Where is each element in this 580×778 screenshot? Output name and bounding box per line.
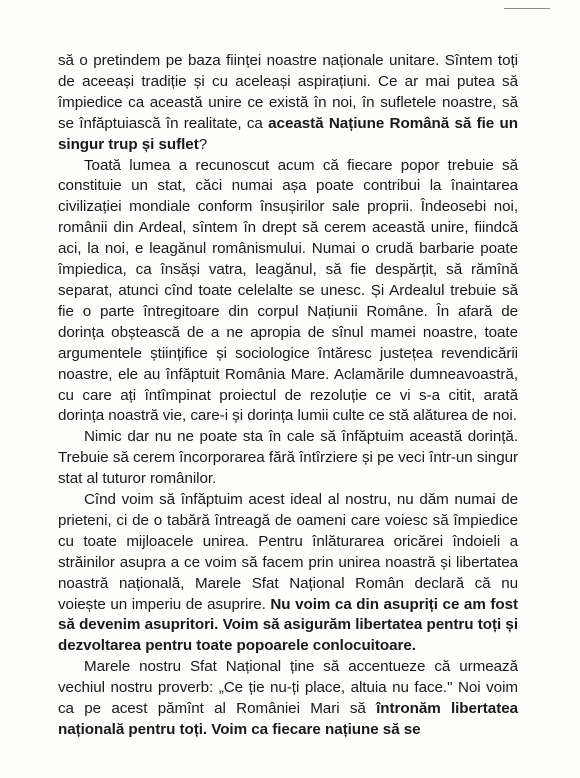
paragraph [58,156,518,428]
paragraph-text: să o pretindem pe baza ființei noastre naționale unitare. Sîntem toți de aceeași tradiție și cu aceleași aspirațiuni. Ce ar mai putea să împiedice ca această unire ce există în noi, în sufletele noastre, să se înfăptuiască în realitate, ca [58,52,518,132]
corner-rule [504,8,550,9]
paragraph-text: Toată lumea a recunoscut acum că fiecare popor trebuie să constituie un stat, căci numai așa poate contribui la înaintarea civilizației mondiale conform însușirilor sale proprii. Îndeosebi noi, românii din Ardeal, sîntem în drept să cerem această unire, fiindcă aci, la noi, e leagănul românismului. Numai o crudă barbarie poate împiedica, ca însăși vatra, leagănul, să fie despărțit, să rămînă separat, atunci cînd toate celelalte se unesc. Și Ardealul trebuie să fie o parte întregitoare din corpul Națiunii Române. În afară de dorința obștească de a ne apropia de sînul mamei noastre, toate argumentele științifice și sociologice întăresc justețea revendicării noastre, ele au înfăptuit România Mare. Aclamările dumneavoastră, cu care ați întîmpinat proiectul de rezoluție ce vi s-a citit, arată dorința noastră vie, care-i și dorința lumii culte ce stă alăturea de noi. [58,156,518,425]
paragraph [58,490,518,657]
body-text [58,51,518,741]
emphasis-text: întronăm libertatea națională pentru toți. Voim ca fiecare națiune să se [58,700,518,738]
paragraph [58,427,518,490]
paragraph [58,657,518,741]
emphasis-text: această Națiune Română să fie un singur trup și suflet [58,114,518,153]
paragraph-text: Nimic dar nu ne poate sta în cale să înfăptuim această dorință. Trebuie să cerem încorporarea fără întîrziere și pe veci într-un singur stat al tuturor românilor. [58,428,518,488]
emphasis-text: Nu voim ca din asupriți ce am fost să devenim asupritori. Voim să asigurăm libertatea pentru toți și dezvoltarea pentru toate popoarele conlocuitoare. [58,595,519,655]
paragraph [58,51,518,156]
paragraph-text: ? [198,135,208,153]
paragraph-text: Marele nostru Sfat Național ține să accentueze că urmează vechiul nostru proverb: „Ce ție nu-ți place, altuia nu face." Noi voim ca pe acest pămînt al României Mari să [58,658,518,718]
paragraph-text: Cînd voim să înfăptuim acest ideal al nostru, nu dăm numai de prieteni, ci de o tabără întreagă de oameni care voiesc să împiedice cu toate mijloacele unirea. Pentru înlăturarea oricărei îndoieli a străinilor asupra a ce voim să facem prin unirea noastră și libertatea noastră națională, Marele Sfat Național Român declară că nu voiește un imperiu de asuprire. [58,491,518,613]
